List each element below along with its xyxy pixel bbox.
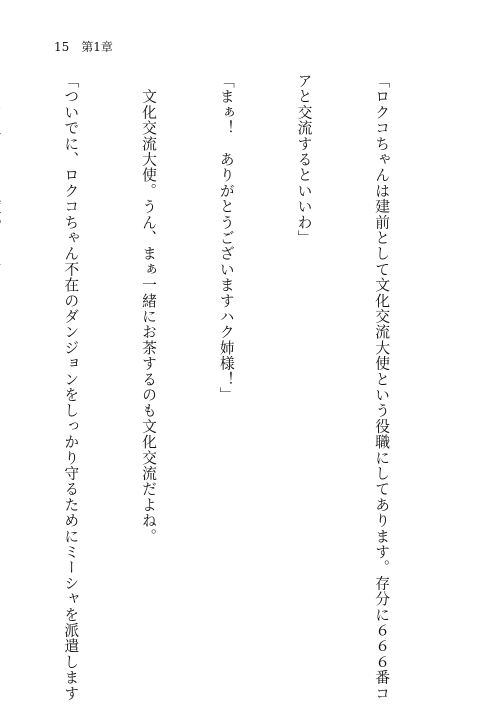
text-line: 「ついでに、ロクコちゃん不在のダンジョンをしっかり守るためにミーシャを派遣します: [62, 73, 80, 701]
text-line: [0, 73, 6, 663]
text-line: 「まぁ！ ありがとうございますハク姉様！」: [217, 73, 235, 403]
page-header: [54, 40, 113, 54]
chapter-title: 第1章: [81, 40, 113, 54]
text-line: アと交流するといいわ」: [295, 73, 313, 246]
page-number: 15: [54, 40, 70, 54]
text-line: 文化交流大使。うん、まぁ一緒にお茶するのも文化交流だよね。: [140, 73, 158, 544]
text-body: [54, 73, 446, 701]
text-line: 「ロクコちゃんは建前として文化交流大使という役職にしてあります。存分に６６６番コ: [373, 73, 391, 701]
